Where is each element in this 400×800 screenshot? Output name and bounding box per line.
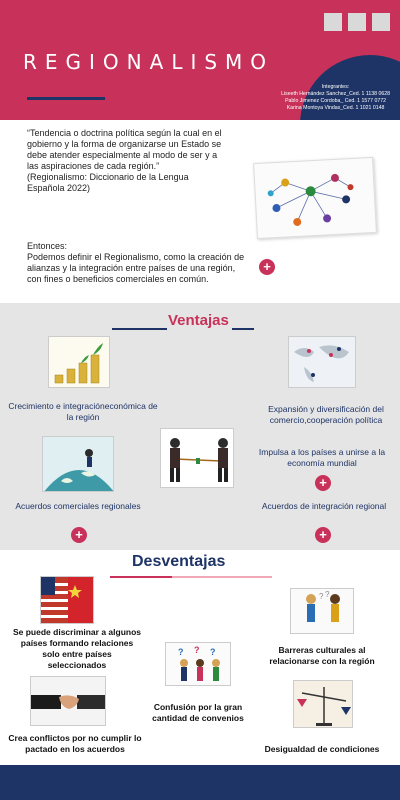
- section-divider: [112, 328, 167, 330]
- author-line: Karina Montoya Vindas_Ced. 1 1021 0148: [286, 105, 385, 111]
- ventaja-acuerdos-integracion: Acuerdos de integración regional: [261, 501, 387, 511]
- svg-text:?: ?: [210, 647, 216, 657]
- svg-text:?: ?: [319, 592, 324, 601]
- window-square-icon: [348, 13, 366, 31]
- cultural-barrier-image: [290, 588, 354, 634]
- ventaja-expansion: Expansión y diversificación del comercio,cooperación política: [268, 404, 384, 425]
- conclusion-label: Entonces:: [27, 241, 68, 251]
- desventajas-title: Desventajas: [132, 553, 226, 570]
- svg-text:?: ?: [194, 645, 200, 655]
- desventaja-barreras: Barreras culturales al relacionarse con la región: [269, 645, 375, 666]
- ventaja-crecimiento: Crecimiento e integracióneconómica de la región: [8, 401, 158, 422]
- desventaja-desigualdad: Desigualdad de condiciones: [264, 744, 380, 754]
- inequality-scale-image: [293, 680, 353, 728]
- title-underline: [27, 97, 105, 100]
- page-title: REGIONALISMO: [23, 50, 275, 74]
- ventaja-acuerdos-comerciales: Acuerdos comerciales regionales: [15, 501, 141, 511]
- ventaja-economia-mundial: Impulsa a los países a unirse a la economía mundial: [258, 447, 386, 468]
- flags-image: [40, 576, 94, 624]
- author-line: Pablo Jimenez Cordoba_ Ced. 1 1577 0772: [285, 98, 387, 104]
- authors-heading: Integrantes:: [321, 84, 350, 90]
- expand-plus-button[interactable]: +: [71, 527, 87, 543]
- definition-quote: [27, 128, 227, 194]
- header-banner: [0, 0, 400, 120]
- svg-text:?: ?: [178, 647, 184, 657]
- section-divider: [232, 328, 254, 330]
- desventaja-confusion: Confusión por la gran cantidad de convenios: [152, 702, 244, 723]
- footer-bar: [0, 765, 400, 800]
- handshake-image: [30, 676, 106, 726]
- desventaja-discriminar: Se puede discriminar a algunos países formando relaciones solo entre países seleccionados: [12, 627, 141, 670]
- conclusion-text: Podemos definir el Regionalismo, como la creación de alianzas y la integración entre países de una región, con fines o beneficios comerciales en común.: [27, 252, 245, 284]
- section-divider: [110, 576, 172, 578]
- globe-trade-image: [42, 436, 114, 492]
- svg-text:?: ?: [325, 590, 330, 599]
- ventajas-title: Ventajas: [168, 312, 229, 329]
- expand-plus-button[interactable]: +: [315, 527, 331, 543]
- window-square-icon: [324, 13, 342, 31]
- tug-of-war-image: [160, 428, 234, 488]
- author-line: Liseeth Hernández Sanchez_Ced. 1 1138 0628: [281, 91, 390, 97]
- window-square-icon: [372, 13, 390, 31]
- desventaja-conflictos: Crea conflictos por no cumplir lo pactado en los acuerdos: [8, 733, 142, 754]
- definition-citation: (Regionalismo: Diccionario de la Lengua Española 2022): [27, 172, 189, 193]
- confused-people-image: [165, 642, 231, 686]
- expand-plus-button[interactable]: +: [315, 475, 331, 491]
- coins-growth-image: [48, 336, 110, 388]
- authors-block: [281, 84, 390, 112]
- network-figures-image: [253, 157, 377, 239]
- world-map-image: [288, 336, 356, 388]
- definition-text: “Tendencia o doctrina política según la cual en el gobierno y la forma de organizarse un Estado se debe atender especialmente al modo de ser y a las aspiraciones de cada región.”: [27, 128, 222, 171]
- section-divider: [172, 576, 272, 578]
- conclusion-block: [27, 241, 252, 285]
- expand-plus-button[interactable]: +: [259, 259, 275, 275]
